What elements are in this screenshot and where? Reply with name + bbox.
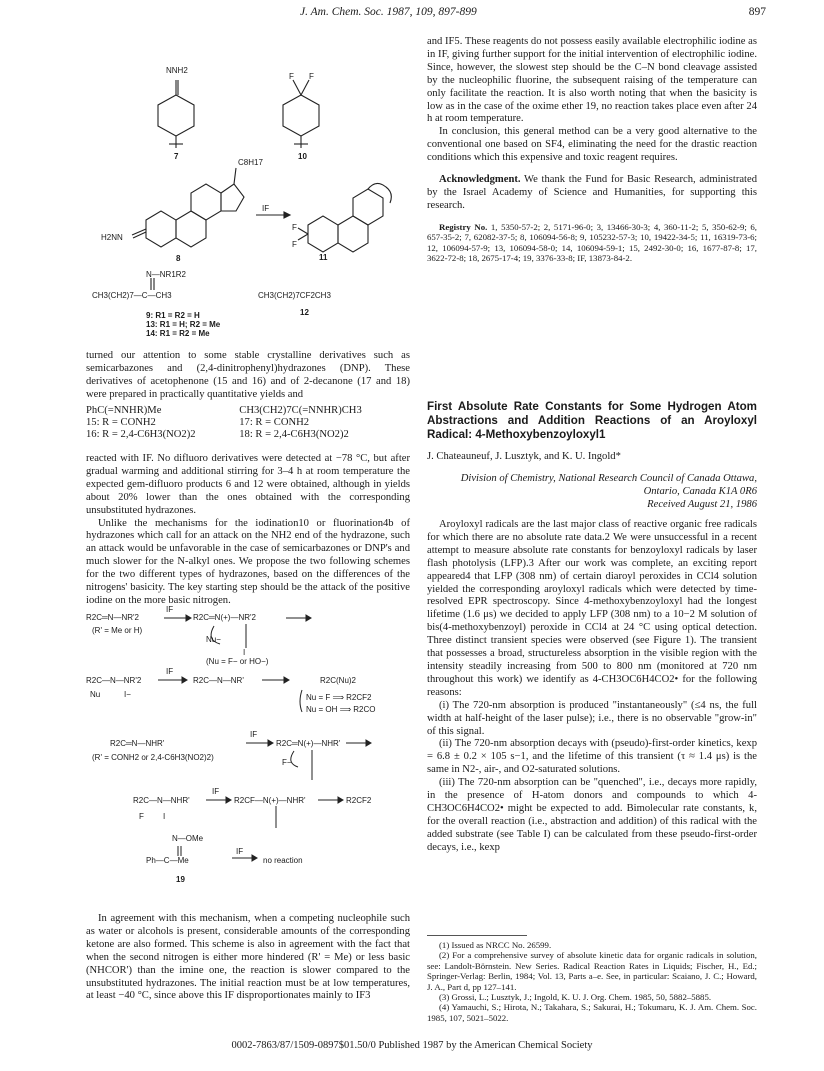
deriv-left-head: PhC(=NNHR)Me <box>86 405 162 416</box>
compound-7-label: 7 <box>174 152 179 161</box>
article-title: First Absolute Rate Constants for Some Hydrogen Atom Abstractions and Addition Reactions of an Aroyloxyl Radical: 4-Methoxybenzoyloxyl1 <box>427 400 757 441</box>
left-intro <box>86 350 410 402</box>
footnote-1: (1) Issued as NRCC No. 26599. <box>439 940 552 950</box>
paragraph-reason-ii: (ii) The 720-nm absorption decays with (pseudo)-first-order kinetics, kexp = 6.8 ± 0.2 × 105 s−1, and the lifetime of this transient (τ ≈ 1.4 μs) is the same in N2-, air-, and O2-saturated solutions. <box>427 738 757 776</box>
paragraph-unlike: Unlike the mechanisms for the iodination10 or fluorination4b of hydrazones which call for an attack on the NH2 end of the hydrazone, such an attack would be unfavorable in the case of semicarbazones or DNP's and much slower for the N-alkyl ones. We propose the two following schemes for the two different types of hydrazones, based on the differences of the nitrogens' basicity. The key starting step should be the attack of the positive iodine on the more basic nitrogen. <box>86 517 410 606</box>
scheme4-left: R2C—N—NHR' <box>133 796 190 805</box>
derivative-table <box>86 405 410 442</box>
scheme3-note: (R' = CONH2 or 2,4-C6H3(NO2)2) <box>92 753 214 762</box>
scheme4-mid: R2CF—N(+)—NHR' <box>234 796 306 805</box>
scheme4-iodine: I <box>163 812 166 821</box>
chemical-structures <box>86 60 410 350</box>
article-affiliation: Division of Chemistry, National Research Council of Canada Ottawa, Ontario, Canada K1A 0R6 <box>460 472 757 497</box>
scheme2-mid: R2C—N—NR' <box>193 676 244 685</box>
compound-8-group: H2NN <box>101 233 123 242</box>
hydrazone-chain: CH3(CH2)7—C—CH3 <box>92 291 172 300</box>
scheme4-fluorine: F <box>139 812 144 821</box>
scheme2-path-oh: Nu = OH ⟹ R2CO <box>306 705 376 714</box>
scheme2-nu: Nu <box>90 690 101 699</box>
compound-7-group: NNH2 <box>166 66 188 75</box>
scheme1-nucleophile: Nu− <box>206 635 221 644</box>
deriv-17: 17: R = CONH2 <box>239 417 310 429</box>
footnote-2: (2) For a comprehensive survey of absolute kinetic data for organic radicals in solution, see: Landolt-Börnstein. New Series. Radical Reaction Rates in Liquids; Fischer, H., Ed.; Springer-Verlag: Berlin, 1984; Vol. 13, Parts a–e. See, in particular: Scaiano, J. C.; Howard, J. A., Part d, pp 127–141. <box>427 950 757 992</box>
scheme1-right: R2C═N(+)—NR'2 <box>193 613 256 622</box>
hydrazone-legend <box>146 311 220 338</box>
footnote-3: (3) Grossi, L.; Lusztyk, J.; Ingold, K. U. J. Org. Chem. 1985, 50, 5882–5885. <box>439 992 712 1003</box>
scheme1-iodine: I <box>243 648 246 657</box>
paragraph-aroyloxyl: Aroyloxyl radicals are the last major class of reactive organic free radicals for which there are no absolute rate data.2 We were unsuccessful in a recent attempt to measure absolute rate constants for benzoyloxyl radicals by laser flash photolysis (LFP).3 After our work was complete, an exciting report appeared4 that LFP (308 nm) of certain diaroyl peroxides in CCl4 solution yielded the corresponding aroyloxyl radicals which were detected by time-resolved EPR spectroscopy. Since 4-methoxybenzoyloxyl had the longest lifetime (1.6 μs) we decided to apply LFP (308 nm) to a 10−2 M solution of bis(4-methoxybenzoyl) peroxide in CCl4 at 24 °C using optical detection. Three distinct transient species were observed (see Figure 1). The transient that possesses a broad, structureless absorption in the visible region with the intensity steadily increasing from 500 to 800 nm (monitored at 720 nm throughout this work) we identify as 4-CH3OC6H4CO2• for the following reasons: <box>427 519 757 698</box>
page-footer: 0002-7863/87/1509-0897$01.50/0 Published 1987 by the American Chemical Society <box>231 1040 593 1051</box>
registry-heading: Registry No. <box>439 221 488 232</box>
compound-8-label: 8 <box>176 254 181 263</box>
scheme1-left: R2C═N—NR'2 <box>86 613 139 622</box>
paragraph-if5: and IF5. These reagents do not possess easily available electrophilic iodine as in IF, giving further support for the initial intervention of electrophilic iodine. Since, however, the slowest step should be the C–N bond cleavage assisted by the nucleophilic fluorine, the subsequent raising of the temperature can only facilitate the reaction. It is also worth noting that when the basicity is low as in the case of the oxime ether 19, no reaction takes place even after 24 h at room temperature. <box>427 36 757 125</box>
footnote-4: (4) Yamauchi, S.; Hirota, N.; Takahara, S.; Sakurai, H.; Tokumaru, K. J. Am. Chem. Soc. 1985, 107, 5021–5022. <box>427 1002 757 1023</box>
scheme5-top: N—OMe <box>172 834 204 843</box>
legend-9: 9: R1 = R2 = H <box>146 311 200 320</box>
scheme4-arrow-label: IF <box>212 787 220 796</box>
scheme2-arrow-label: IF <box>166 667 174 676</box>
scheme1-note: (R' = Me or H) <box>92 626 143 635</box>
left-closing <box>86 913 410 1003</box>
scheme2-product: R2C(Nu)2 <box>320 676 357 685</box>
scheme3-left: R2C═N—NHR' <box>110 739 165 748</box>
running-header <box>0 6 824 24</box>
compound-12-label: 12 <box>300 308 309 317</box>
footnotes <box>427 940 757 1023</box>
legend-14: 14: R1 = R2 = Me <box>146 329 210 338</box>
paragraph-conclusion: In conclusion, this general method can be a very good alternative to the conventional one based on SF4, eliminating the need for the drastic reaction conditions which this expensive and toxic reagent requires. <box>427 126 757 164</box>
compound-10-f2: F <box>309 72 314 81</box>
right-column-top <box>427 36 757 263</box>
deriv-16: 16: R = 2,4-C6H3(NO2)2 <box>86 429 196 441</box>
footnote-rule <box>427 935 527 936</box>
deriv-18: 18: R = 2,4-C6H3(NO2)2 <box>239 429 349 441</box>
reaction-arrow-label: IF <box>262 204 270 213</box>
compound-8-substituent: C8H17 <box>238 158 263 167</box>
registry-numbers: 1, 5350-57-2; 2, 5171-96-0; 3, 13466-30-3; 4, 360-11-2; 5, 350-62-9; 6, 657-35-2; 7, 62082-37-5; 8, 106094-56-8; 9, 105232-57-3; 10, 19422-34-5; 11, 16319-73-6; 12, 106094-57-9; 13, 106094-58-0; 14, 106094-59-1; 15, 2492-30-0; 16, 1677-87-8; 17, 3622-72-8; 18, 2675-17-4; 19, 3376-33-8; IF, 13873-84-2. <box>427 221 758 263</box>
scheme1-arrow-label: IF <box>166 605 174 614</box>
compound-11-f2: F <box>292 240 297 249</box>
page-number: 897 <box>748 6 766 18</box>
scheme5-arrow-label: IF <box>236 847 244 856</box>
compound-10-f1: F <box>289 72 294 81</box>
scheme5-result: no reaction <box>263 856 303 865</box>
scheme5-label: 19 <box>176 875 185 884</box>
scheme2-left: R2C—N—NR'2 <box>86 676 142 685</box>
received-date: Received August 21, 1986 <box>647 498 757 510</box>
scheme3-fluoride: F− <box>282 758 292 767</box>
acknowledgment-heading: Acknowledgment. <box>439 174 521 186</box>
right-body <box>427 519 757 855</box>
paragraph-reason-iii: (iii) The 720-nm absorption can be "quenched", i.e., decays more rapidly, in the presence of H-atom donors and compounds to which 4-CH3OC6H4CO2• might be expected to add. Bimolecular rate constants, k, for the overall reaction (i.e., abstraction and addition) of this radical with the added substrate (see Table I) can be calculated from these pseudo-first-order decays, i.e., kexp <box>427 777 757 853</box>
scheme2-path-f: Nu = F ⟹ R2CF2 <box>306 693 372 702</box>
paragraph-intro: turned our attention to some stable crystalline derivatives such as semicarbazones and (2,4-dinitrophenyl)hydrazones (DNP). These derivatives of acetophenone (15 and 16) and of 2-decanone (17 and 18) were prepared in practically quantitative yields and <box>86 350 410 400</box>
paragraph-reason-i: (i) The 720-nm absorption is produced "instantaneously" (≤4 ns, the full width at half-height of the laser pulse); i.e., there is no observable "grow-in" of this signal. <box>427 699 757 737</box>
scheme4-product: R2CF2 <box>346 796 372 805</box>
scheme3-arrow-label: IF <box>250 730 258 739</box>
article-authors: J. Chateauneuf, J. Lusztyk, and K. U. Ingold* <box>427 451 621 462</box>
scheme2-iodide: I− <box>124 690 131 699</box>
compound-11-f1: F <box>292 223 297 232</box>
compound-11-label: 11 <box>319 253 328 262</box>
article-header <box>427 400 757 511</box>
acknowledgment-text: We thank the Fund for Basic Research, administrated by the Israel Academy of Science and Humanities, for supporting this research. <box>427 174 757 211</box>
legend-13: 13: R1 = H; R2 = Me <box>146 320 221 329</box>
scheme1-nu-def: (Nu = F− or HO−) <box>206 657 269 666</box>
compound-12-formula: CH3(CH2)7CF2CH3 <box>258 291 331 300</box>
hydrazone-top: N—NR1R2 <box>146 270 187 279</box>
deriv-15: 15: R = CONH2 <box>86 417 156 429</box>
scheme3-right: R2C═N(+)—NHR' <box>276 739 341 748</box>
paragraph-agreement: In agreement with this mechanism, when a competing nucleophile such as water or alcohols is present, considerable amounts of the corresponding ketone are also formed. This scheme is also in agreement with the fact that when the second nitrogen is either more hindered (R' = Me) or less basic (NHCOR') than the imine one, the reaction is slower compared to the unsubstituted hydrazones. The initial reaction must be at low temperatures, at least −40 °C, since above this IF disproportionates mainly to IF3 <box>86 913 410 1002</box>
scheme5-chain: Ph—C—Me <box>146 856 189 865</box>
paragraph-reacted: reacted with IF. No difluoro derivatives were detected at −78 °C, but after gradual warming and additional stirring for 3–4 h at room temperature the expected gem-difluoro products 6 and 12 were obtained, although in yields about 20% lower than the ones obtained with the corresponding unsubstituted hydrazones. <box>86 453 410 516</box>
left-body <box>86 453 410 608</box>
compound-10-label: 10 <box>298 152 307 161</box>
journal-citation: J. Am. Chem. Soc. 1987, 109, 897-899 <box>300 6 477 18</box>
deriv-right-head: CH3(CH2)7C(=NNHR)CH3 <box>239 405 362 416</box>
